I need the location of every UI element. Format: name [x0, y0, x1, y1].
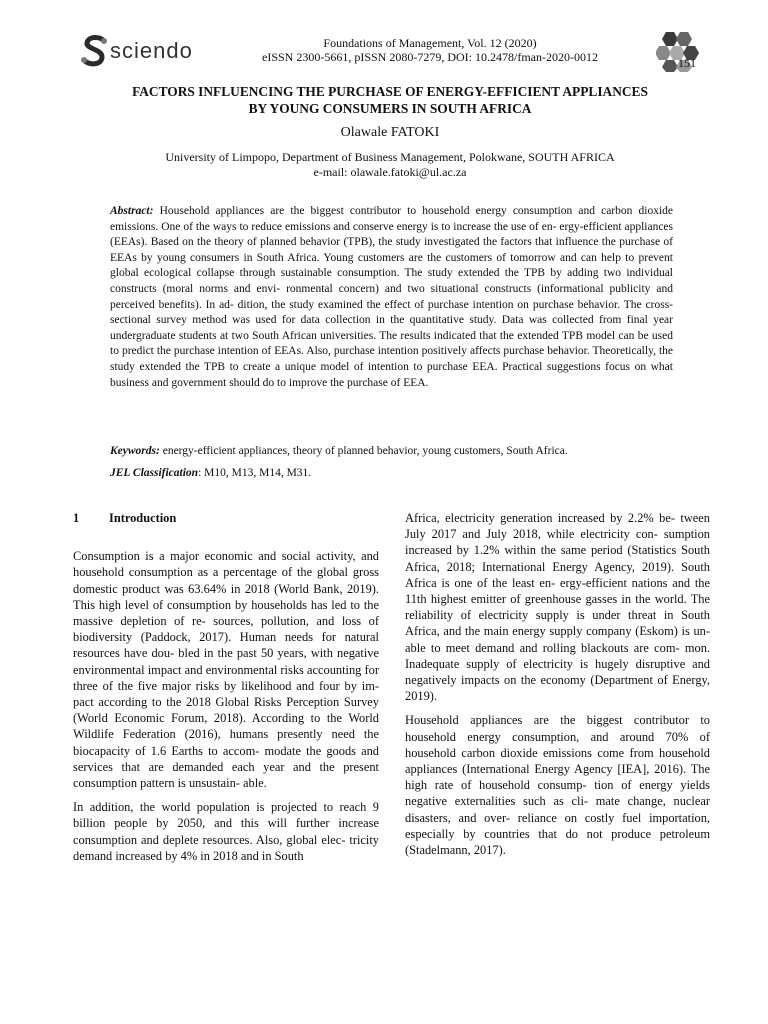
title-line-2: BY YOUNG CONSUMERS IN SOUTH AFRICA — [248, 101, 532, 116]
sciendo-logo — [80, 34, 220, 74]
left-column — [73, 510, 379, 872]
paragraph: In addition, the world population is projected to reach 9 billion people by 2050, and this will further increase consumption and deplete resources. Also, global elec- tricity demand increased by 4% in 2018 and in South — [73, 800, 379, 863]
jel-label: JEL Classification — [110, 467, 199, 479]
sciendo-logo-icon — [80, 34, 110, 70]
logo-text: sciendo — [110, 38, 193, 63]
journal-info — [260, 36, 600, 64]
journal-line-1: Foundations of Management, Vol. 12 (2020) — [323, 36, 537, 50]
keywords-text: energy-efficient appliances, theory of planned behavior, young customers, South Africa. — [162, 445, 568, 457]
jel-classification — [110, 466, 673, 482]
section-title: Introduction — [109, 511, 177, 525]
paragraph: Africa, electricity generation increased by 2.2% be- tween July 2017 and July 2018, while electricity con- sumption increased by 1.2% within the same period (Statistics South Africa, 2018; International Energy Agency, 2019). South Africa is one of the least en- ergy-efficient nations and the 11th highest emitter of greenhouse gasses in the world. The reliability of electricity supply is under threat in South Africa, and the main energy supply company (Eskom) is un- able to meet demand and rolling blackouts are com- mon. Inadequate supply of electricity is hugely disruptive and negatively impacts on the economy (Department of Energy, 2019). — [405, 511, 710, 704]
keywords-label: Keywords: — [110, 445, 160, 457]
title-line-1: FACTORS INFLUENCING THE PURCHASE OF ENERGY-EFFICIENT APPLIANCES — [132, 84, 648, 99]
abstract-text: Household appliances are the biggest contributor to household energy consumption and carbon dioxide emissions. One of the ways to reduce emissions and conserve energy is to increase the use of en- ergy-efficient appliances (EEAs). Based on the theory of planned behavior (TPB), the study investigated the factors that influence the purchase of EEAs by young consumers in South Africa. Young customers are the customers of tomorrow and can help to prevent global ecological collapse through sustainable consumption. The study extended the TPB by adding two individual constructs (moral norms and envi- ronmental concern) and two situational constructs (informational publicity and perceived benefits). In ad- dition, the study examined the effect of purchase intention on purchase behavior. The cross-sectional survey method was used for data collection in the quantitative study. Data was collected from final year undergraduate students at two South African universities. The results indicated that the extended TPB model can be used to predict the purchase intention of EEAs. Also, purchase intention positively affects purchase behavior. Theoretically, the study extended the TPB to create a unique model of intention to purchase EEA. Practical suggestions focus on what business and government should do to improve the purchase of EEA. — [110, 205, 674, 389]
right-column — [405, 510, 710, 866]
email: e-mail: olawale.fatoki@ul.ac.za — [313, 165, 467, 179]
affiliation: University of Limpopo, Department of Business Management, Polokwane, SOUTH AFRICA — [165, 150, 615, 164]
section-number: 1 — [73, 511, 80, 525]
abstract-label: Abstract: — [110, 205, 154, 217]
author-name: Olawale FATOKI — [340, 125, 440, 140]
paper-title — [80, 83, 700, 117]
page-header — [80, 32, 700, 76]
paragraph: Household appliances are the biggest contributor to household energy consumption, and around 70% of household carbon dioxide emissions come from household appliances (International Energy Agency [IEA], 2016). The high rate of household consump- tion of energy yields negative externalities such as cli- mate change, nuclear disasters, and over- reliance on costly fuel importation, especially by countries that do not produce petroleum (Stadelmann, 2017). — [405, 713, 710, 858]
abstract — [110, 204, 673, 391]
page-number: 151 — [678, 56, 696, 70]
jel-text: : M10, M13, M14, M31. — [198, 467, 312, 479]
affiliation-block — [80, 150, 700, 180]
journal-line-2: eISSN 2300-5661, pISSN 2080-7279, DOI: 10.2478/fman-2020-0012 — [262, 50, 598, 64]
section-heading — [73, 510, 379, 526]
paragraph: Consumption is a major economic and social activity, and household consumption as a percentage of the global gross domestic product was 63.64% in 2018 (World Bank, 2019). This high level of consumption by households has led to the massive depletion of re- sources, pollution, and loss of biodiversity (Paddock, 2017). Human needs for natural resources have dou- bled in the past 50 years, with negative environmental impact and environmental risks accounting for three of the five major risks by likelihood and four by im- pact according to the 2018 Global Risks Perception Survey (World Economic Forum, 2018). According to the World Wildlife Federation (2016), humans presently need the biocapacity of 1.6 Earths to accom- modate the goods and services that are demanded each year and the present consumption pattern is unsustain- able. — [73, 549, 379, 791]
keywords — [110, 444, 673, 460]
